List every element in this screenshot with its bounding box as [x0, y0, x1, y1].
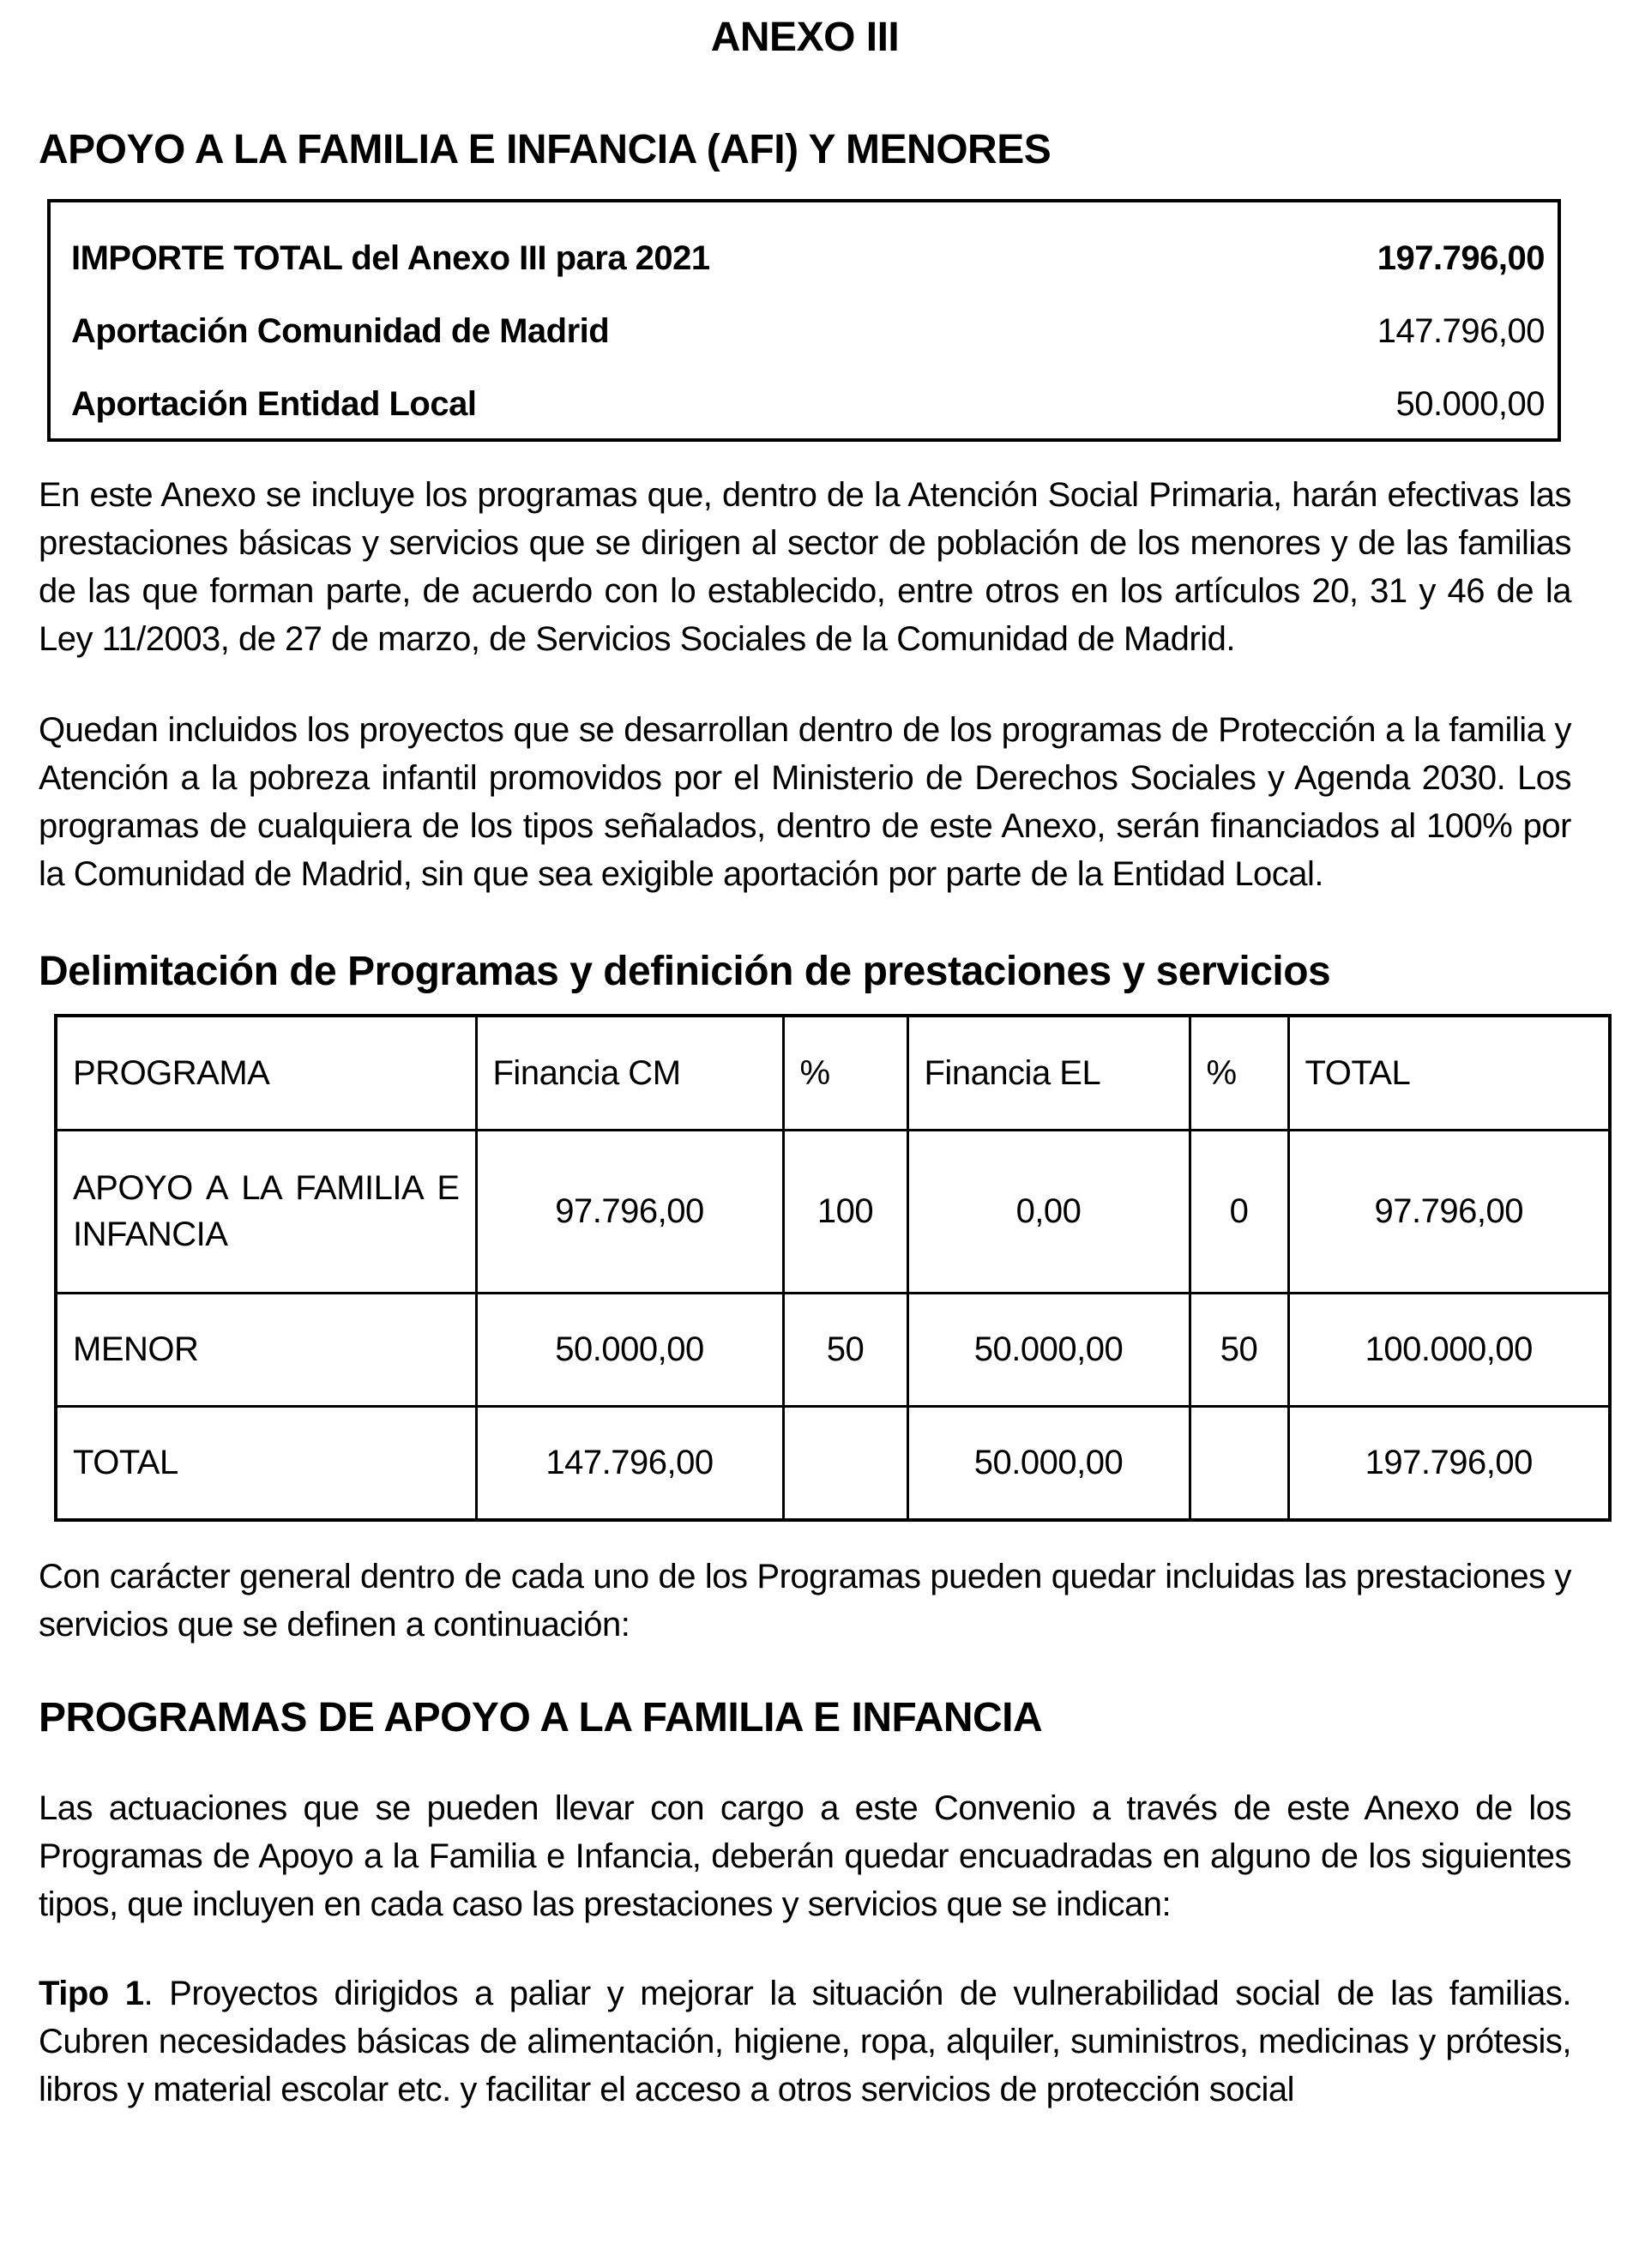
paragraph-tipo-1 [39, 1969, 1571, 2114]
table-header-programa: PROGRAMA [56, 1016, 476, 1130]
page-title: ANEXO III [710, 15, 900, 60]
summary-row-total [71, 238, 1545, 279]
table-cell-pct-cm [783, 1406, 907, 1520]
table-cell-total: 100.000,00 [1288, 1293, 1610, 1406]
summary-value-entidad-local: 50.000,00 [1395, 385, 1545, 423]
table-cell-financia-el: 0,00 [907, 1130, 1190, 1293]
summary-label-entidad-local: Aportación Entidad Local [71, 385, 477, 423]
table-cell-financia-el: 50.000,00 [907, 1293, 1190, 1406]
paragraph-intro-1: En este Anexo se incluye los programas que, dentro de la Atención Social Primaria, harán efectivas las prestaciones básicas y servicios que se dirigen al sector de población de los menores y de las familias de las que forman parte, de acuerdo con lo establecido, entre otros en los artículos 20, 31 y 46 de la Ley 11/2003, de 27 de marzo, de Servicios Sociales de la Comunidad de Madrid. [39, 476, 1571, 658]
table-row-apoyo-familia [56, 1130, 1610, 1293]
table-cell-pct-el: 0 [1190, 1130, 1288, 1293]
paragraph-intro-2: Quedan incluidos los proyectos que se desarrollan dentro de los programas de Protección a la familia y Atención a la pobreza infantil promovidos por el Ministerio de Derechos Sociales y Agenda 2030. Los programas de cualquiera de los tipos señalados, dentro de este Anexo, serán financiados al 100% por la Comunidad de Madrid, sin que sea exigible aportación por parte de la Entidad Local. [39, 711, 1571, 893]
table-row-total [56, 1406, 1610, 1520]
delimitacion-heading: Delimitación de Programas y definición de prestaciones y servicios [39, 949, 1331, 994]
summary-label-comunidad: Aportación Comunidad de Madrid [71, 312, 610, 350]
table-header-total: TOTAL [1288, 1016, 1610, 1130]
paragraph-programas-intro: Las actuaciones que se pueden llevar con cargo a este Convenio a través de este Anexo de los Programas de Apoyo a la Familia e Infancia, deberán quedar encuadradas en alguno de los siguientes tipos, que incluyen en cada caso las prestaciones y servicios que se indican: [39, 1789, 1571, 1923]
summary-row-entidad-local [71, 384, 1545, 425]
summary-label-importe-total: IMPORTE TOTAL del Anexo III para 2021 [71, 239, 710, 277]
table-header-financia-cm: Financia CM [476, 1016, 783, 1130]
table-header-row [56, 1016, 1610, 1130]
programs-table [54, 1014, 1612, 1522]
main-heading: APOYO A LA FAMILIA E INFANCIA (AFI) Y MENORES [39, 127, 1052, 172]
programas-heading: PROGRAMAS DE APOYO A LA FAMILIA E INFANCIA [39, 1695, 1043, 1740]
table-cell-financia-el: 50.000,00 [907, 1406, 1190, 1520]
table-header-financia-el: Financia EL [907, 1016, 1190, 1130]
table-header-pct-cm: % [783, 1016, 907, 1130]
tipo-1-label: Tipo 1 [39, 1975, 144, 2012]
table-cell-financia-cm: 147.796,00 [476, 1406, 783, 1520]
table-cell-pct-cm: 50 [783, 1293, 907, 1406]
summary-value-comunidad: 147.796,00 [1377, 312, 1545, 350]
table-cell-financia-cm: 97.796,00 [476, 1130, 783, 1293]
table-cell-programa: MENOR [56, 1293, 476, 1406]
table-cell-total: 197.796,00 [1288, 1406, 1610, 1520]
table-cell-pct-el [1190, 1406, 1288, 1520]
table-cell-pct-el: 50 [1190, 1293, 1288, 1406]
paragraph-after-table: Con carácter general dentro de cada uno de los Programas pueden quedar incluidas las prestaciones y servicios que se definen a continuación: [39, 1558, 1571, 1644]
table-cell-financia-cm: 50.000,00 [476, 1293, 783, 1406]
table-cell-total: 97.796,00 [1288, 1130, 1610, 1293]
summary-value-importe-total: 197.796,00 [1377, 239, 1545, 277]
table-cell-programa: APOYO A LA FAMILIA E INFANCIA [56, 1130, 476, 1293]
table-row-menor [56, 1293, 1610, 1406]
table-cell-programa: TOTAL [56, 1406, 476, 1520]
summary-row-comunidad [71, 311, 1545, 352]
table-header-pct-el: % [1190, 1016, 1288, 1130]
tipo-1-text: . Proyectos dirigidos a paliar y mejorar la situación de vulnerabilidad social de las familias. Cubren necesidades básicas de alimentación, higiene, ropa, alquiler, suministros, medicinas y prótesis, libros y material escolar etc. y facilitar el acceso a otros servicios de protección social [39, 1975, 1571, 2108]
table-cell-pct-cm: 100 [783, 1130, 907, 1293]
summary-box [47, 199, 1561, 442]
